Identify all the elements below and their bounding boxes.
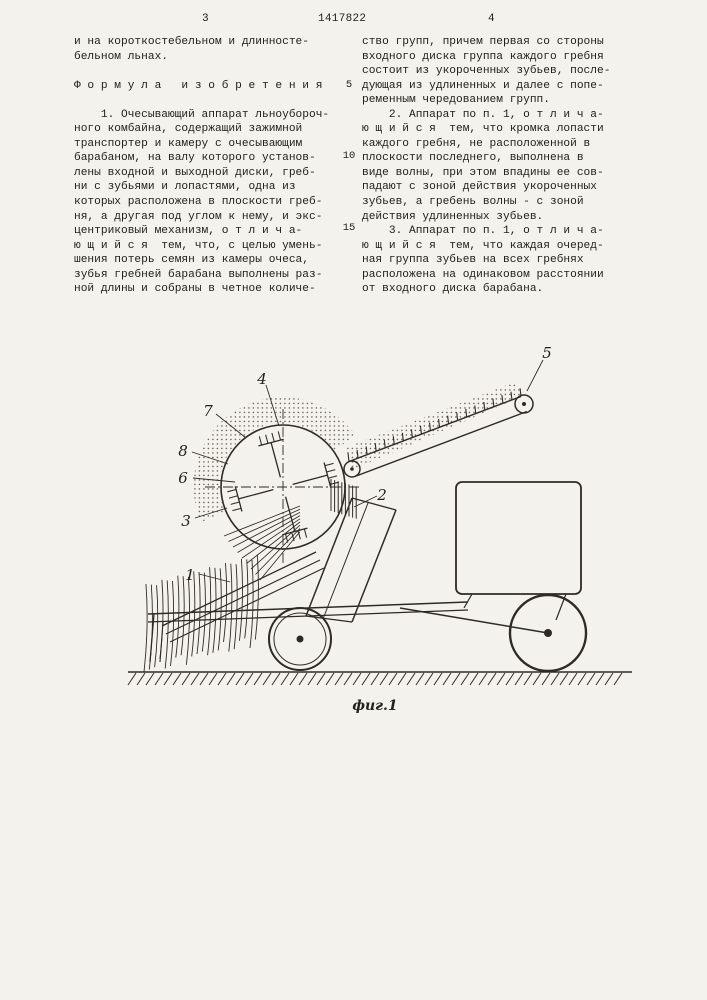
leader-line-2: [354, 496, 377, 507]
machine-body: [456, 482, 581, 594]
page-number-right: 4: [488, 13, 495, 25]
text-column-left: и на короткостебельном и длинносте- бельном льнах. Ф о р м у л а и з о б р е т е н и я 1. Очесывающий аппарат льноубороч- ного комбайна, содержащий зажимной транспортер и камеру с очесывающим барабаном, на валу которого установ- лены входной и выходной диски, греб- ни с зубьями и лопастями, одна из которых расположена в плоскости греб- ня, а другая под углом к нему, и экс- центриковый механизм, о т л и ч а- ю щ и й с я тем, что, с целью умень- шения потерь семян из камеры очеса, зубья гребней барабана выполнены раз- ной длины и собраны в четное количе-: [74, 36, 330, 296]
leader-line-5: [527, 360, 543, 391]
part-label-4: 4: [257, 370, 267, 388]
text-column-right: ство групп, причем первая со стороны входного диска группа каждого гребня состоит из укороченных зубьев, после- дующая из удлиненных и далее с попе- ременным чередованием групп. 2. Аппарат по п. 1, о т л и ч а- ю щ и й с я тем, что кромка лопасти каждого гребня, не расположенной в плоскости последнего, выполнена в виде волны, при этом впадины ее сов- падают с зоной действия укороченных зубьев, а гребень волны - с зоной действия удлиненных зубьев. 3. Аппарат по п. 1, о т л и ч а- ю щ и й с я тем, что каждая очеред- ная группа зубьев на всех гребнях расположена на одинаковом расстоянии от входного диска барабана.: [362, 36, 611, 296]
part-label-2: 2: [377, 486, 387, 504]
part-label-6: 6: [178, 469, 188, 487]
machine-drawing: [0, 330, 707, 730]
rear-wheel: [510, 595, 586, 671]
combed-stem-fan: [224, 506, 300, 580]
figure-1: [0, 330, 707, 730]
patent-number: 1417822: [318, 13, 367, 25]
part-label-5: 5: [542, 344, 552, 362]
page-number-left: 3: [202, 13, 209, 25]
figure-caption: фиг.1: [352, 698, 398, 714]
part-label-7: 7: [203, 402, 213, 420]
leader-line-1: [199, 574, 230, 582]
line-number-10: 10: [342, 150, 356, 162]
line-number-5: 5: [345, 79, 353, 91]
stipple-conveyor-flow: [345, 382, 523, 470]
part-label-1: 1: [185, 566, 195, 584]
line-number-15: 15: [342, 222, 356, 234]
part-label-3: 3: [181, 512, 191, 530]
ground: [128, 672, 632, 685]
ground-hatch: [128, 673, 622, 685]
front-wheel: [269, 608, 331, 670]
part-label-8: 8: [178, 442, 188, 460]
